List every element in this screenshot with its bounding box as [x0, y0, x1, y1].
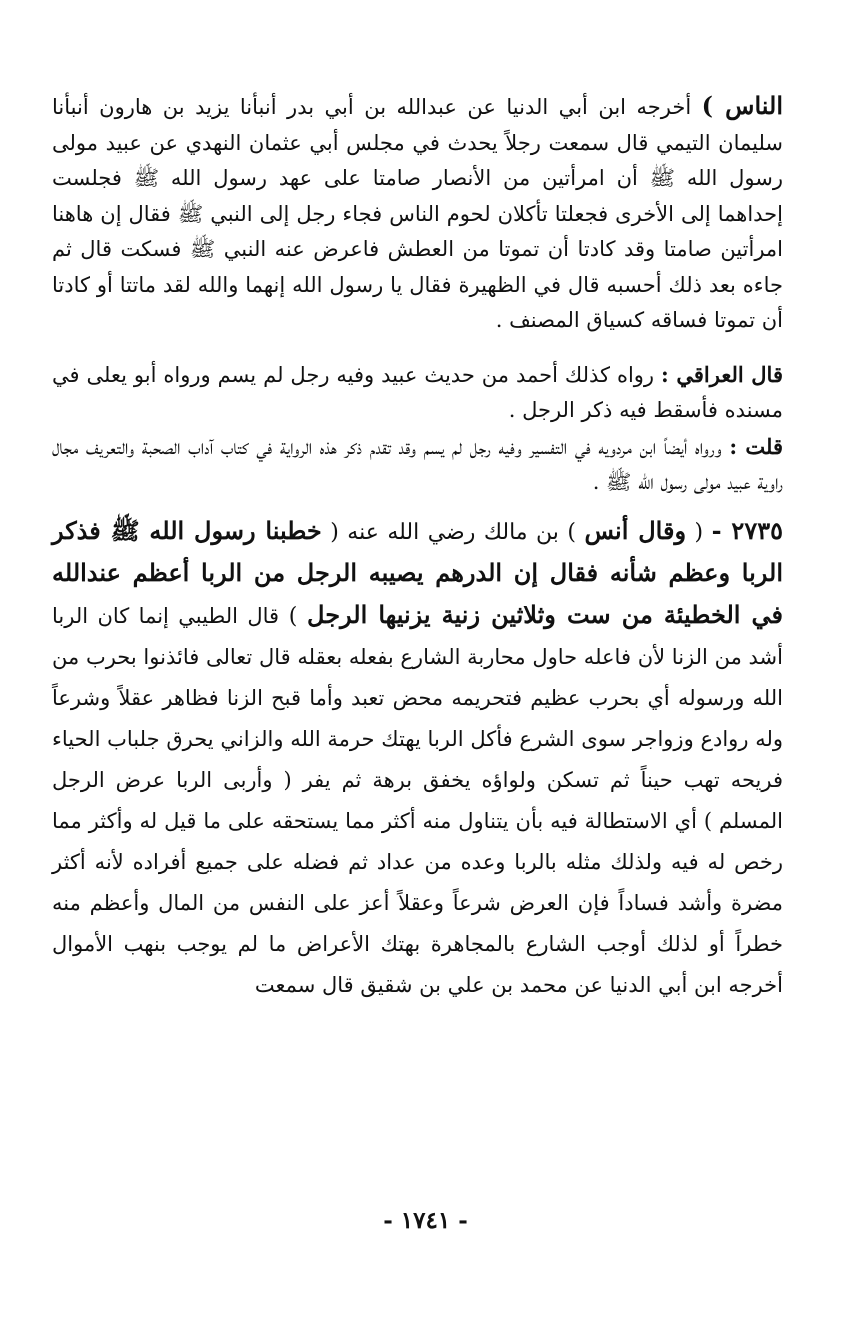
- bracket-close: ): [279, 603, 308, 629]
- paragraph-text: أخرجه ابن أبي الدنيا عن عبدالله بن أبي بدر أنبأنا يزيد بن هارون أنبأنا سليمان التيمي قال سمعت رجلاً يحدث في مجلس أبي عثمان النهدي عن عبيد مولى رسول الله ﷺ أن امرأتين من الأنصار صامتا على عهد رسول الله ﷺ فجلست إحداهما إلى الأخرى فجعلتا تأكلان لحوم الناس فجاء رجل إلى النبي ﷺ فقال إن هاهنا امرأتين صامتا وقد كادتا أن تموتا من العطش فاعرض عنه النبي ﷺ فسكت قال ثم جاءه بعد ذلك أحسبه قال في الظهيرة فقال يا رسول الله إنهما والله لقد ماتتا أو كادتا أن تموتا فساقه كسياق المصنف .: [52, 95, 783, 332]
- paragraph-text: ورواه أيضاً ابن مردويه في التفسير وفيه رجل لم يسم وقد تقدم ذكر هذه الرواية في كتاب آداب الصحبة والتعريف مجال راوية عبيد مولى رسول الله ﷺ .: [52, 434, 783, 494]
- lead-word: قال العراقي :: [661, 361, 783, 387]
- lead-word: قلت :: [729, 433, 784, 459]
- hadith-text: خطبنا رسول الله ﷺ فذكر الربا وعظم شأنه فقال إن الدرهم يصيبه الرجل من الربا أعظم عندالله في الخطيئة من ست وثلاثين زنية يزنيها الرجل: [52, 515, 783, 629]
- paragraph-3: [52, 429, 783, 501]
- paragraph-2: [52, 357, 783, 429]
- bracket-open: (: [686, 519, 712, 545]
- hadith-number: ٢٧٣٥ -: [711, 515, 783, 545]
- paragraph-text: رواه كذلك أحمد من حديث عبيد وفيه رجل لم يسم ورواه أبو يعلى في مسنده فأسقط فيه ذكر الرجل .: [52, 362, 783, 422]
- paragraph-1: [52, 88, 783, 339]
- commentary-text: قال الطيبي إنما كان الربا أشد من الزنا لأن فاعله حاول محاربة الشارع بفعله بعقله قال تعالى فائذنوا بحرب من الله ورسوله أي بحرب عظيم فتحريمه محض تعبد وأما قبح الزنا فظاهر عقلاً وشرعاً وله روادع وزواجر سوى الشرع فأكل الربا يهتك حرمة الله والزاني يحرق جلباب الحياء فريحه تهب حيناً ثم تسكن ولواؤه يخفق برهة ثم يفر ( وأربى الربا عرض الرجل المسلم ) أي الاستطالة فيه بأن يتناول منه أكثر مما يستحقه على ما قيل له وأكثر مما رخص له فيه ولذلك مثله بالربا وعده من عداد ثم فضله على جميع أفراده لأنه أكثر مضرة وأشد فساداً فإن العرض شرعاً وعقلاً أعز على النفس من المال وأعظم منه خطراً أو لذلك أوجب الشارع بالمجاهرة بهتك الأعراض ما لم يوجب بنهب الأموال أخرجه ابن أبي الدنيا عن محمد بن علي بن شقيق قال سمعت: [52, 603, 783, 997]
- hadith-paragraph: [52, 511, 783, 1006]
- hadith-speaker: وقال أنس: [584, 515, 687, 545]
- page-number: - ١٧٤١ -: [383, 1207, 468, 1234]
- hadith-intro: ) بن مالك رضي الله عنه (: [321, 519, 585, 545]
- lead-word: الناس ): [701, 91, 783, 120]
